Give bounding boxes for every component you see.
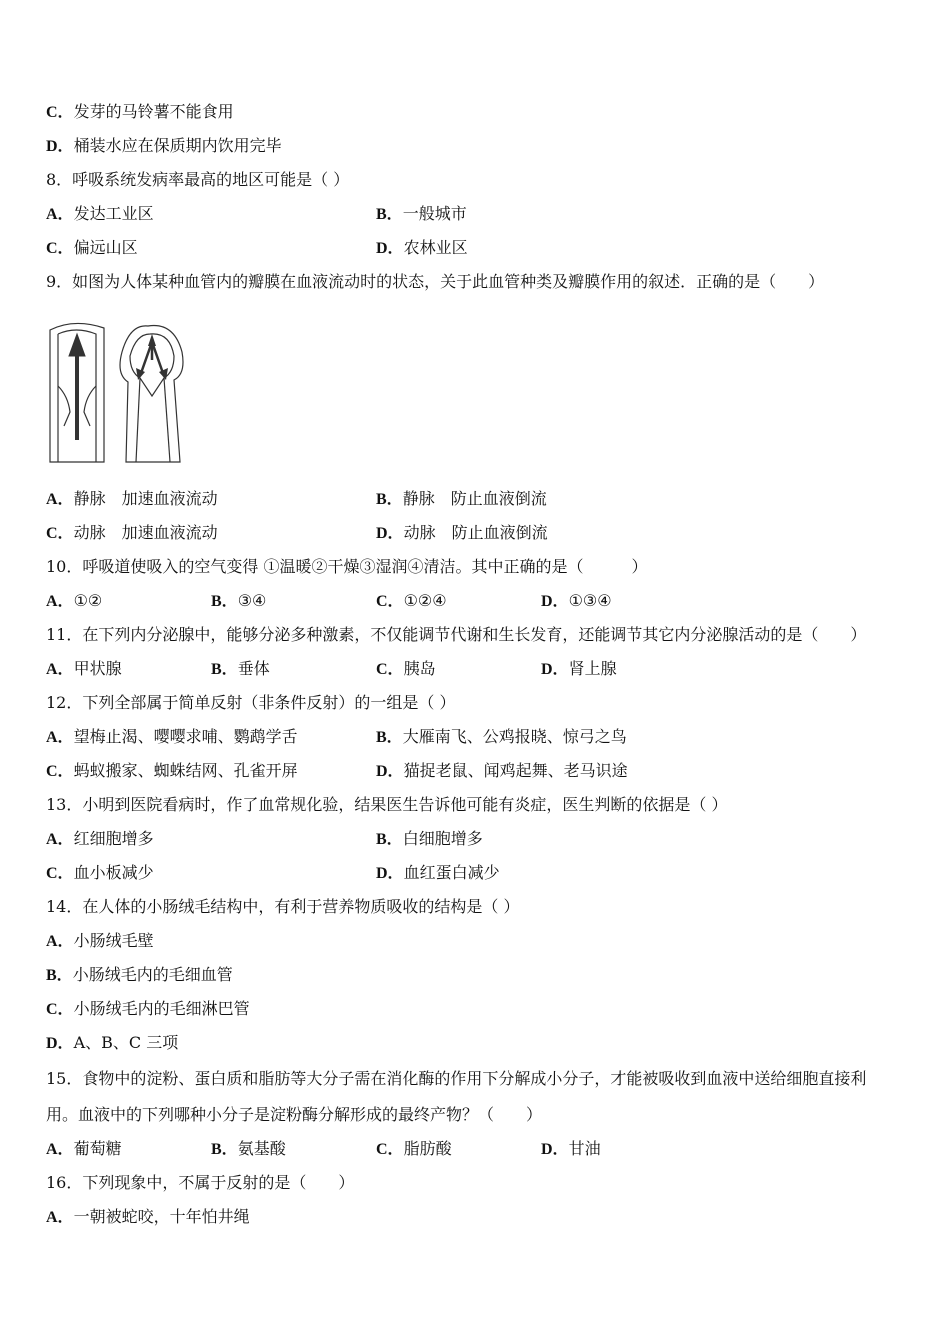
q12-option-b (376, 726, 627, 748)
option-label: D． (541, 661, 569, 678)
option-text: ①② (73, 591, 103, 610)
option-text: 甲状腺 (73, 659, 122, 678)
option-label: C． (376, 1141, 404, 1158)
option-label: A． (46, 831, 74, 848)
option-label: B． (211, 1141, 238, 1158)
q7-option-d (46, 135, 282, 157)
question-9-stem: 9．如图为人体某种血管内的瓣膜在血液流动时的状态，关于此血管种类及瓣膜作用的叙述．正确的是（ ） (46, 272, 825, 291)
option-label: D． (46, 138, 74, 155)
q15-option-a (46, 1138, 122, 1160)
option-label: D． (541, 593, 569, 610)
option-label: D． (46, 1035, 74, 1052)
question-14-stem: 14．在人体的小肠绒毛结构中，有利于营养物质吸收的结构是（ ） (46, 897, 520, 916)
question-15-stem-line1: 15．食物中的淀粉、蛋白质和脂肪等大分子需在消化酶的作用下分解成小分子，才能被吸收到血液中送给细胞直接利 (46, 1069, 867, 1088)
q12-option-c (46, 760, 298, 782)
q8-option-b (376, 203, 467, 225)
q14-option-a (46, 930, 154, 952)
option-label: D． (376, 865, 404, 882)
question-11-stem: 11．在下列内分泌腺中，能够分泌多种激素，不仅能调节代谢和生长发育，还能调节其它内分泌腺活动的是（ ） (46, 625, 867, 644)
option-label: C． (46, 240, 74, 257)
vessel-valve-diagram (44, 316, 194, 466)
q11-option-b (211, 658, 270, 680)
open-valve-flap-left (58, 386, 70, 426)
q14-option-c (46, 998, 250, 1020)
option-label: C． (46, 865, 74, 882)
closed-vessel-wall-left (136, 378, 140, 462)
q11-option-c (376, 658, 436, 680)
option-text: 发达工业区 (73, 204, 154, 223)
option-text: 一般城市 (402, 204, 467, 223)
option-label: B． (211, 661, 238, 678)
option-text: 脂肪酸 (403, 1139, 452, 1158)
option-text: 静脉 加速血液流动 (73, 489, 218, 508)
q14-option-d (46, 1032, 178, 1054)
question-8-stem: 8．呼吸系统发病率最高的地区可能是（ ） (46, 170, 350, 189)
q10-option-d (541, 590, 612, 612)
option-label: D． (376, 525, 404, 542)
option-text: 桶装水应在保质期内饮用完毕 (73, 136, 282, 155)
q14-option-b (46, 964, 233, 986)
q8-option-a (46, 203, 154, 225)
option-label: A． (46, 729, 74, 746)
q13-option-a (46, 828, 154, 850)
q13-option-c (46, 862, 154, 884)
option-label: A． (46, 593, 74, 610)
option-text: 大雁南飞、公鸡报晓、惊弓之鸟 (402, 727, 627, 746)
option-text: 望梅止渴、嘤嘤求哺、鹦鹉学舌 (73, 727, 298, 746)
arrow-head-icon (69, 334, 85, 356)
q13-option-b (376, 828, 483, 850)
option-text: 农林业区 (403, 238, 468, 257)
q9-option-a (46, 488, 218, 510)
backflow-head-top-icon (148, 334, 156, 346)
option-label: C． (46, 104, 74, 121)
q15-option-c (376, 1138, 452, 1160)
option-label: D． (541, 1141, 569, 1158)
q16-option-a (46, 1206, 250, 1228)
q9-option-c (46, 522, 218, 544)
option-label: A． (46, 1141, 74, 1158)
q10-option-b (211, 590, 266, 612)
option-label: C． (46, 1001, 74, 1018)
option-text: A、B、C 三项 (73, 1033, 179, 1052)
q15-option-d (541, 1138, 601, 1160)
option-text: 胰岛 (403, 659, 436, 678)
option-label: A． (46, 491, 74, 508)
question-13-stem: 13．小明到医院看病时，作了血常规化验，结果医生告诉他可能有炎症，医生判断的依据是（ ） (46, 795, 728, 814)
q13-option-d (376, 862, 500, 884)
q12-option-d (376, 760, 628, 782)
option-text: 蚂蚁搬家、蜘蛛结网、孔雀开屏 (73, 761, 298, 780)
question-15-stem-line2: 用。血液中的下列哪种小分子是淀粉酶分解形成的最终产物？（ ） (46, 1105, 543, 1124)
option-text: 肾上腺 (568, 659, 617, 678)
q12-option-a (46, 726, 298, 748)
option-text: 白细胞增多 (402, 829, 483, 848)
option-label: C． (376, 661, 404, 678)
option-text: 血小板减少 (73, 863, 154, 882)
option-label: D． (376, 763, 404, 780)
option-text: 垂体 (237, 659, 270, 678)
question-12-stem: 12．下列全部属于简单反射（非条件反射）的一组是（ ） (46, 693, 456, 712)
q11-option-a (46, 658, 122, 680)
option-text: 动脉 防止血液倒流 (403, 523, 548, 542)
option-text: 偏远山区 (73, 238, 138, 257)
option-text: 发芽的马铃薯不能食用 (73, 102, 234, 121)
option-label: D． (376, 240, 404, 257)
q9-option-b (376, 488, 547, 510)
closed-vessel-wall-right (164, 378, 170, 462)
option-text: 动脉 加速血液流动 (73, 523, 218, 542)
q8-option-c (46, 237, 138, 259)
option-text: 小肠绒毛内的毛细血管 (72, 965, 233, 984)
option-text: ①③④ (568, 591, 612, 610)
option-text: 甘油 (568, 1139, 601, 1158)
option-text: 猫捉老鼠、闻鸡起舞、老马识途 (403, 761, 628, 780)
blood-vessel-valve-figure (44, 316, 194, 466)
question-10-stem: 10．呼吸道使吸入的空气变得 ①温暖②干燥③湿润④清洁。其中正确的是（ ） (46, 557, 648, 576)
option-label: B． (46, 967, 73, 984)
option-label: B． (376, 831, 403, 848)
q9-option-d (376, 522, 548, 544)
option-text: 静脉 防止血液倒流 (402, 489, 547, 508)
option-label: A． (46, 206, 74, 223)
option-text: 一朝被蛇咬，十年怕井绳 (73, 1207, 250, 1226)
question-16-stem: 16．下列现象中，不属于反射的是（ ） (46, 1173, 355, 1192)
option-label: B． (376, 491, 403, 508)
option-label: A． (46, 933, 74, 950)
option-text: 葡萄糖 (73, 1139, 122, 1158)
q8-option-d (376, 237, 468, 259)
option-label: A． (46, 661, 74, 678)
option-text: ③④ (237, 591, 267, 610)
q15-option-b (211, 1138, 286, 1160)
option-label: C． (46, 763, 74, 780)
q10-option-a (46, 590, 102, 612)
option-text: 小肠绒毛内的毛细淋巴管 (73, 999, 250, 1018)
open-valve-flap-right (84, 386, 96, 426)
option-label: A． (46, 1209, 74, 1226)
option-label: C． (46, 525, 74, 542)
q10-option-c (376, 590, 447, 612)
option-label: B． (211, 593, 238, 610)
q11-option-d (541, 658, 617, 680)
option-label: B． (376, 206, 403, 223)
q7-option-c (46, 101, 234, 123)
option-text: ①②④ (403, 591, 447, 610)
option-text: 血红蛋白减少 (403, 863, 500, 882)
option-text: 氨基酸 (237, 1139, 286, 1158)
option-text: 红细胞增多 (73, 829, 154, 848)
option-text: 小肠绒毛壁 (73, 931, 154, 950)
option-label: B． (376, 729, 403, 746)
option-label: C． (376, 593, 404, 610)
